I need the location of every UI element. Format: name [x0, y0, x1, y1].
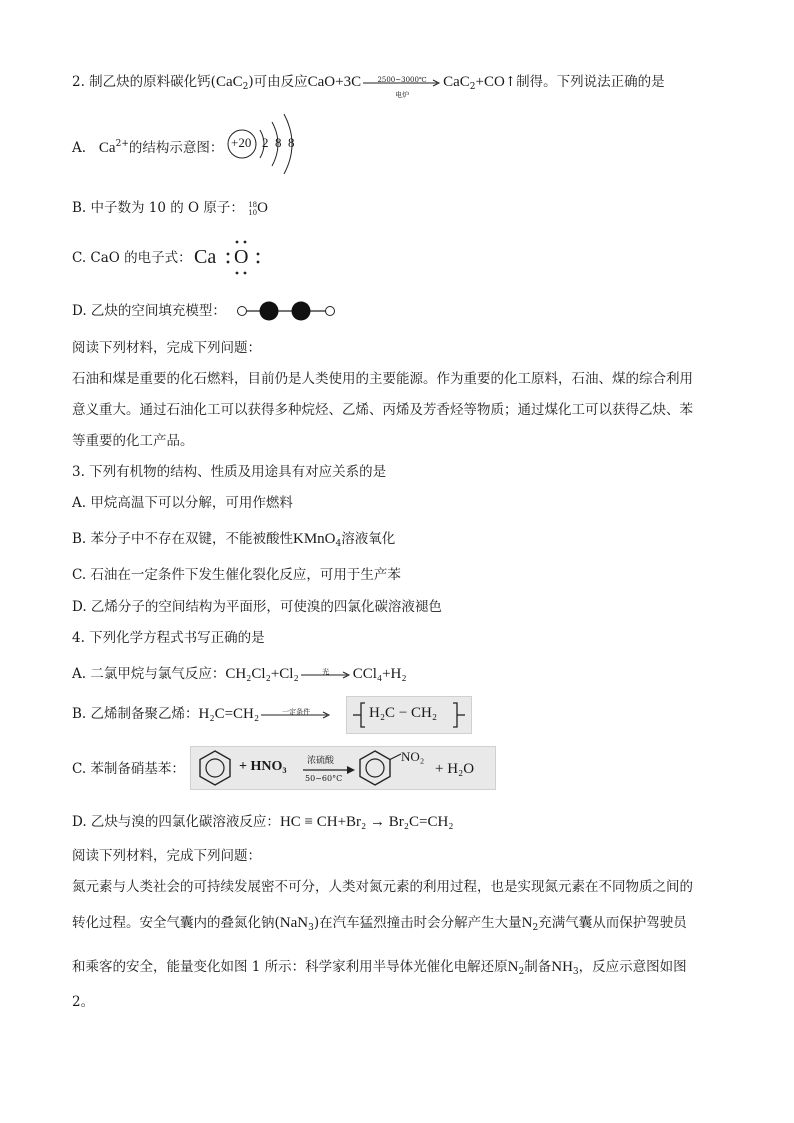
- ca-nucleus-label: +20: [231, 135, 252, 150]
- condition-arrow: 一定条件: [261, 711, 331, 719]
- q4-option-b: B. 乙烯制备聚乙烯：H₂C=CH₂ 一定条件: [72, 704, 333, 724]
- passage2-line-2: 转化过程。安全气囊内的叠氮化钠(NaN$_3$)在汽车猛烈撞击时会分解产生大量$N_2$充满气囊从而保护驾驶员: [72, 915, 687, 933]
- passage1-line-2: 意义重大。通过石油化工可以获得多种烷烃、乙烯、丙烯及芳香烃等物质；通过煤化工可以获得乙炔、苯: [72, 402, 693, 418]
- q2-option-d: D. 乙炔的空间填充模型：: [72, 303, 226, 319]
- passage2-heading: 阅读下列材料，完成下列问题：: [72, 848, 261, 864]
- electron-formula-o: O: [234, 246, 249, 268]
- passage1-line-1: 石油和煤是重要的化石燃料，目前仍是人类使用的主要能源。作为重要的化工原料，石油、煤的综合利用: [72, 371, 693, 387]
- shell-1-count: 2: [262, 135, 269, 150]
- q3-option-c: C. 石油在一定条件下发生催化裂化反应，可用于生产苯: [72, 567, 401, 583]
- nitrobenzene-ring-icon: [357, 748, 403, 788]
- passage2-line-3: 和乘客的安全，能量变化如图 1 所示：科学家利用半导体光催化电解还原$N_2$制备$NH_3$，反应示意图如图: [72, 959, 687, 977]
- passage2-line-4: 2。: [72, 994, 95, 1010]
- q4-stem: 4. 下列化学方程式书写正确的是: [72, 630, 265, 646]
- shell-3-count: 8: [288, 135, 295, 150]
- isotope-numbers: 18 10: [248, 200, 258, 217]
- passage1-line-3: 等重要的化工产品。: [72, 433, 194, 449]
- nitration-equation-image: + HNO₃ 浓硫酸 50~60°C NO₂ + H₂O: [190, 746, 496, 790]
- benzene-ring-icon: [195, 748, 235, 788]
- lone-pair-dots: [222, 238, 266, 278]
- q2-option-a: A. $Ca^{2+}$的结构示意图：: [72, 139, 224, 156]
- q3-stem: 3. 下列有机物的结构、性质及用途具有对应关系的是: [72, 464, 387, 480]
- electron-formula-ca: Ca: [194, 246, 217, 268]
- polyethylene-structure-image: H₂C − CH₂: [346, 696, 472, 734]
- q3-option-b: B. 苯分子中不存在双键，不能被酸性KMnO$_4$溶液氧化: [72, 531, 396, 549]
- shell-2-count: 8: [275, 135, 282, 150]
- reaction-arrow: 2500~3000℃ 电炉: [363, 79, 441, 87]
- acetylene-model-icon: [234, 299, 338, 323]
- q3-option-d: D. 乙烯分子的空间结构为平面形，可使溴的四氯化碳溶液褪色: [72, 599, 442, 615]
- q4-option-c: C. 苯制备硝基苯：: [72, 761, 185, 777]
- passage2-line-1: 氮元素与人类社会的可持续发展密不可分，人类对氮元素的利用过程，也是实现氮元素在不同物质之间的: [72, 879, 693, 895]
- q2-stem: 2. 制乙炔的原料碳化钙(CaC$_2$)可由反应CaO+3C 2500~3000℃ 电炉 CaC$_2$+CO↑制得。下列说法正确的是: [72, 74, 665, 99]
- passage1-heading: 阅读下列材料，完成下列问题：: [72, 340, 261, 356]
- q2-option-c: C. CaO 的电子式：: [72, 250, 192, 266]
- q4-option-d: D. 乙炔与溴的四氯化碳溶液反应：HC ≡ CH+Br₂ → Br₂C=CH₂: [72, 814, 454, 830]
- q3-option-a: A. 甲烷高温下可以分解，可用作燃料: [72, 495, 293, 511]
- light-arrow: 光: [301, 671, 351, 679]
- q4-option-a: A. 二氯甲烷与氯气反应：CH₂Cl₂+Cl₂ 光 CCl₄+H₂: [72, 666, 407, 682]
- q2-option-b: B. 中子数为 10 的 O 原子： 18 10O: [72, 200, 268, 217]
